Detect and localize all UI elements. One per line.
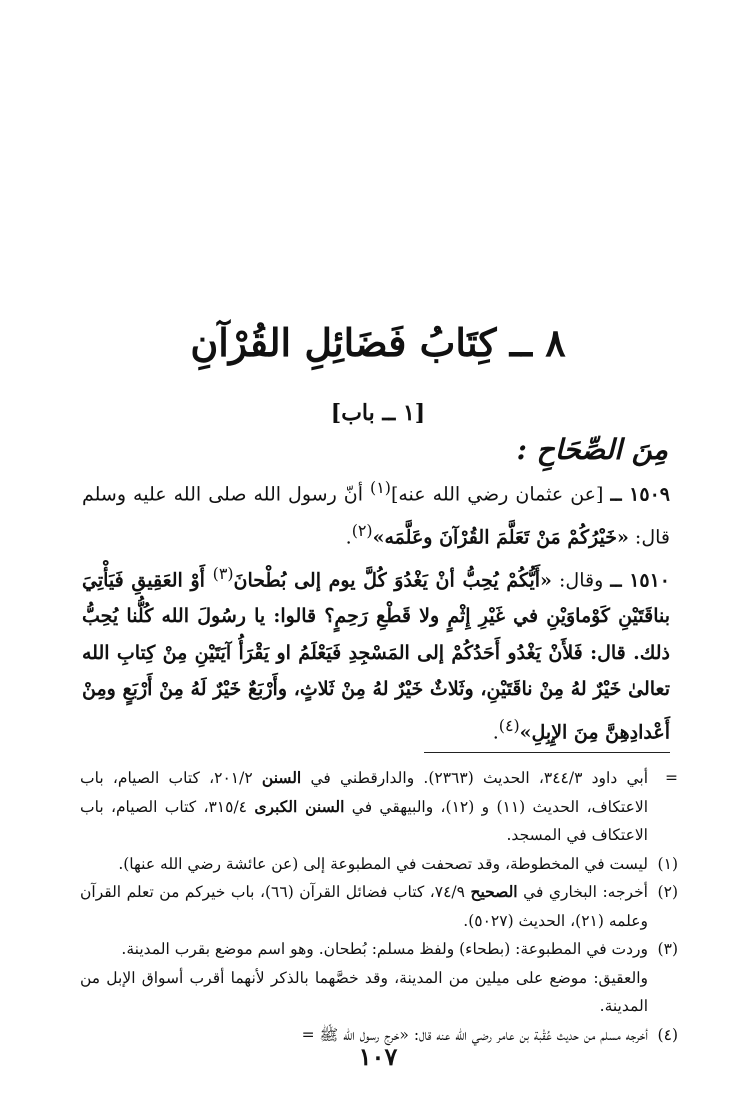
footnote-marker: (٢) <box>657 883 678 901</box>
footnote-text: وردت في المطبوعة: (بطحاء) ولفظ مسلم: بُطحان. وهو اسم موضع بقرب المدينة. <box>121 940 648 958</box>
footnote-divider <box>424 752 670 753</box>
hadith-1510 <box>82 556 670 751</box>
footnote-ref: (٣) <box>212 563 234 583</box>
footnote-text: أخرجه: البخاري في <box>517 883 648 901</box>
footnote-text: ٣١٥/٤، كتاب الصيام، باب الاعتكاف في المسجد. <box>80 797 648 844</box>
footnote-ref: (٤) <box>498 715 520 735</box>
hadith-text: وقال: <box>551 568 611 591</box>
main-text <box>82 470 670 751</box>
footnote-marker: = <box>665 769 678 787</box>
hadith-end: . <box>492 721 499 744</box>
hadith-quote: «خَيْرُكُمْ مَنْ تَعَلَّمَ القُرْآنَ وعَلَّمَه» <box>372 526 629 549</box>
footnote-ref: (١) <box>370 478 391 497</box>
footnote-continuation <box>80 764 678 850</box>
footnote-ref: (٢) <box>351 520 373 540</box>
footnote-source: الصحيح <box>470 882 518 901</box>
footnote-source: السنن الكبرى <box>254 796 345 816</box>
footnote-text: أخرجه مسلم من حديث عُقْبة بن عامر رضي الله عنه قال: «خرج رسول الله ﷺ <box>319 1025 648 1044</box>
hadith-number: ١٥٠٩ ــ <box>610 483 670 506</box>
footnote-source: السنن <box>261 768 302 787</box>
bab-title: [١ ــ باب] <box>330 400 426 426</box>
hadith-end: . <box>345 526 352 549</box>
footnote-marker: (٣) <box>657 940 678 958</box>
hadith-number: ١٥١٠ ــ <box>610 568 671 591</box>
footnote-marker: (١) <box>657 854 678 873</box>
hadith-quote: أَوْ العَقِيقِ فَيَأْتِيَ بناقَتَيْنِ كَوْماوَيْنِ في غَيْرِ إِثْمٍ ولا قَطْعِ رَحِمٍ؟ قالوا: يا رسُولَ الله كُلُّنا يُحِبُّ ذلك. قال: فَلأَنْ يَغْدُو أَحَدُكُمْ إلى المَسْجِدِ فَيَعْلَمُ او يَقْرَأُ آيَتَيْنِ مِنْ كِتابِ الله تعالىٰ خَيْرٌ لهُ مِنْ ناقَتَيْنِ، وثَلاثٌ خَيْرٌ لهُ مِنْ ثَلاثٍ، وأَرْبَعٌ خَيْرٌ لَهُ مِنْ أَرْبَعٍ ومِنْ أَعْدادِهِنَّ مِنَ الإِبِلِ» <box>82 568 670 744</box>
footnote-marker: (٤) <box>657 1025 678 1044</box>
footnote-text: ليست في المخطوطة، وقد تصحفت في المطبوعة إلى (عن عائشة رضي الله عنها). <box>118 854 648 873</box>
footnotes <box>80 764 678 1049</box>
footnote-text: والعقيق: موضع على ميلين من المدينة، وقد خصَّهما بالذكر لأنهما أقرب أسواق الإبل من المدينة. <box>80 968 648 1015</box>
hadith-1509 <box>82 470 670 556</box>
footnote-text: ٢٠١/٢، كتاب الصيام، باب الاعتكاف، الحديث (١١) و (١٢)، والبيهقي في <box>80 769 648 816</box>
footnote-1 <box>80 850 678 879</box>
hadith-text: أنّ رسول الله صلى الله عليه وسلم قال: <box>82 483 670 549</box>
footnote-text: ٧٤/٩، كتاب فضائل القرآن (٦٦)، باب خيركم من تعلم القرآن وعلمه (٢١)، الحديث (٥٠٢٧). <box>80 883 648 930</box>
hadith-text: [عن عثمان رضي الله عنه] <box>390 483 611 506</box>
footnote-text: أبي داود ٣٤٤/٣، الحديث (٢٣٦٣). والدارقطني في <box>301 769 648 787</box>
footnote-continue-mark: = <box>301 1025 315 1044</box>
hadith-quote: «أَيُّكُمْ يُحِبُّ أنْ يَغْدُوَ كُلَّ يوم إلى بُطْحانَ <box>233 568 552 591</box>
page-number: ١٠٧ <box>358 1042 398 1071</box>
chapter-title: ٨ ــ كِتَابُ فَضَائِلِ القُرْآنِ <box>190 320 566 365</box>
footnote-3 <box>80 935 678 1021</box>
section-heading: مِنَ الصِّحَاحِ : <box>516 433 668 466</box>
footnote-2 <box>80 878 678 935</box>
